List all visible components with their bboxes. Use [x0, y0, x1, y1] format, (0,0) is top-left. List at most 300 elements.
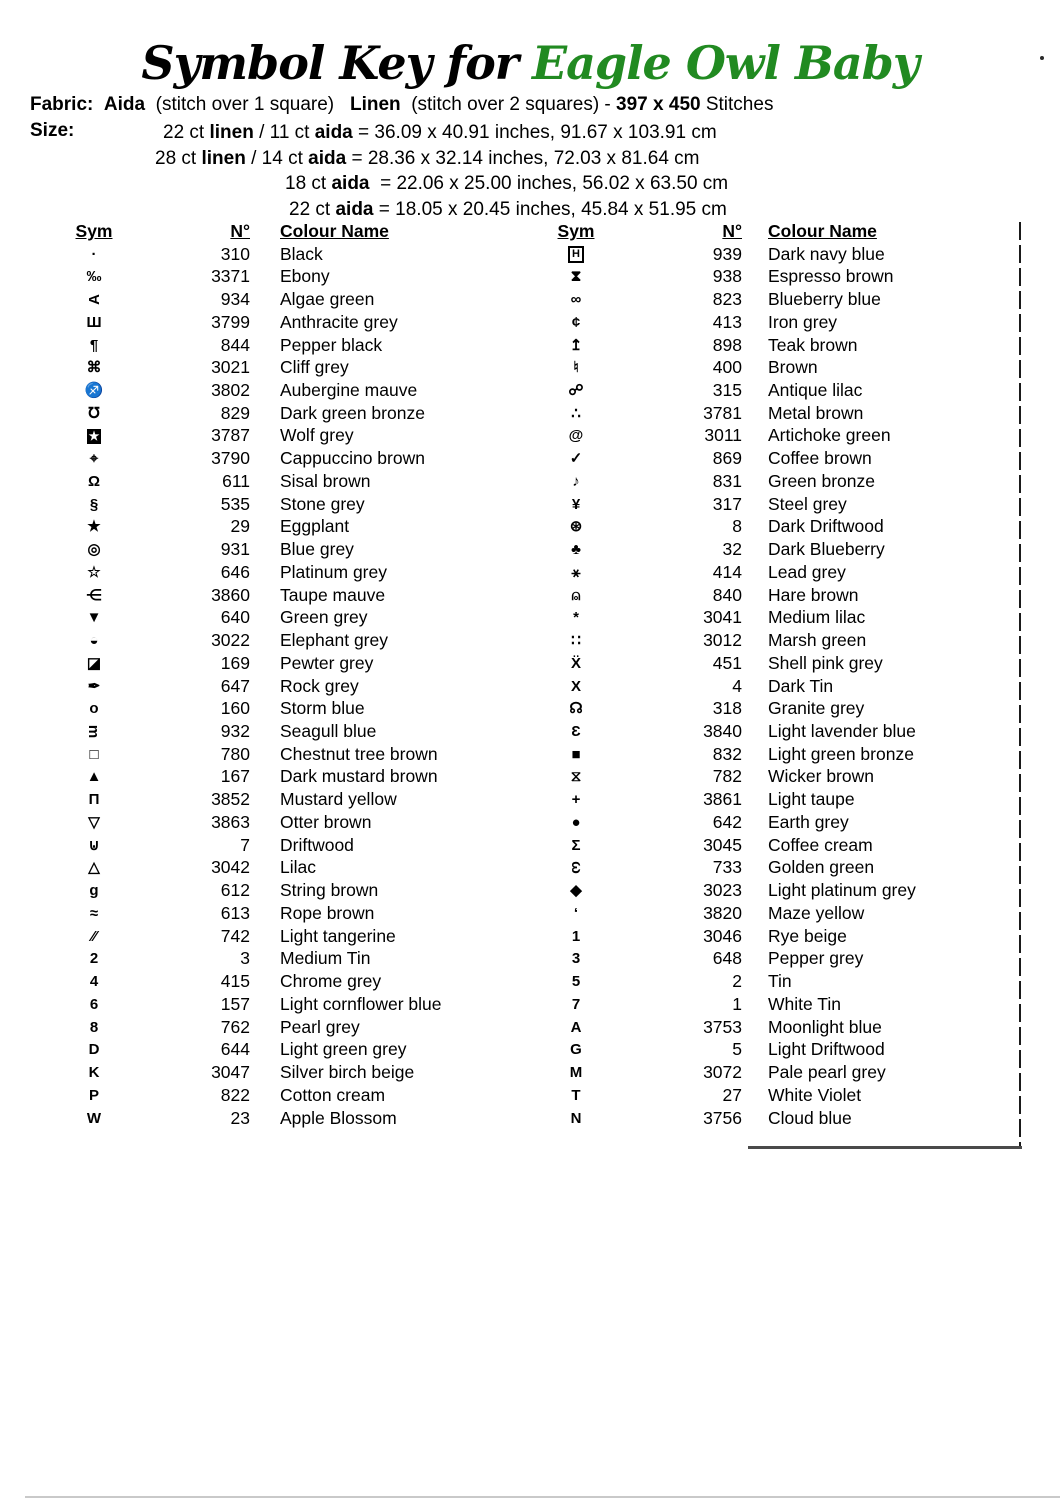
dmc-number: 5 [732, 1039, 742, 1060]
symbol-row [552, 857, 997, 880]
stitch-symbol: ◒ [89, 632, 99, 650]
symbol-row [70, 288, 510, 311]
symbol-cell [70, 815, 118, 830]
stitch-symbol: ☊ [569, 700, 583, 718]
symbol-cell [552, 679, 600, 694]
stitch-symbol: ⧗ [570, 268, 582, 286]
stitch-symbol: ♮ [573, 359, 579, 377]
symbol-row [70, 629, 510, 652]
symbol-cell [552, 1065, 600, 1080]
dmc-number: 613 [220, 902, 250, 923]
symbol-row [552, 766, 997, 789]
dmc-number: 8 [732, 516, 742, 537]
text-segment: / 14 ct [245, 147, 309, 169]
dmc-number: 4 [732, 675, 742, 696]
text-segment: / 11 ct [253, 122, 315, 143]
bold-text-segment: Linen [349, 94, 401, 115]
colour-name: Light lavender blue [768, 721, 916, 742]
symbol-row [70, 675, 510, 698]
size-line [163, 120, 728, 146]
colour-name: Wolf grey [280, 425, 354, 446]
dmc-number: 646 [220, 561, 250, 582]
colour-name: Chestnut tree brown [280, 743, 438, 764]
dmc-number: 317 [712, 493, 742, 514]
size-line [289, 197, 728, 223]
colour-name: Coffee cream [768, 834, 873, 855]
stitch-symbol: Ш [86, 313, 102, 331]
colour-name: Coffee brown [768, 448, 872, 469]
stitch-symbol: ∞ [570, 291, 582, 309]
symbol-cell [552, 565, 600, 580]
colour-name: White Violet [768, 1084, 862, 1105]
symbol-cell [552, 519, 600, 534]
symbol-row [70, 1084, 510, 1107]
stitch-symbol: T [571, 1086, 581, 1104]
symbol-row [70, 1061, 510, 1084]
stitch-symbol: Π [88, 791, 100, 809]
symbol-row [552, 948, 997, 971]
dmc-number: 780 [220, 743, 250, 764]
colour-name: Medium lilac [768, 607, 866, 628]
symbol-cell [552, 997, 600, 1012]
dmc-number: 782 [712, 766, 742, 787]
symbol-row [552, 243, 997, 266]
symbol-cell [70, 974, 118, 989]
colour-name: Cappuccino brown [280, 448, 425, 469]
symbol-cell [70, 679, 118, 694]
colour-name: Cliff grey [280, 357, 349, 378]
symbol-row [70, 243, 510, 266]
colour-name: Seagull blue [280, 721, 377, 742]
size-line [285, 171, 728, 197]
text-segment: Stitches [700, 94, 774, 115]
symbol-row [552, 288, 997, 311]
colour-name: Metal brown [768, 402, 864, 423]
symbol-cell [70, 838, 118, 853]
colour-name: Pearl grey [280, 1016, 360, 1037]
symbol-row [70, 857, 510, 880]
stitch-symbol: ⍝ [571, 586, 581, 604]
dmc-number: 23 [230, 1107, 250, 1128]
symbol-row [70, 811, 510, 834]
header-number: N° [722, 220, 742, 241]
dmc-number: 3790 [211, 448, 250, 469]
stitch-symbol: ⊛ [569, 518, 583, 536]
fabric-line [30, 94, 773, 116]
stitch-symbol: @ [568, 427, 584, 445]
stitch-symbol: ● [571, 813, 581, 831]
symbol-row [552, 470, 997, 493]
symbol-row [70, 334, 510, 357]
colour-name: Light Driftwood [768, 1039, 885, 1060]
symbol-cell [552, 497, 600, 512]
symbol-row [552, 652, 997, 675]
symbol-cell [552, 245, 600, 263]
symbol-cell [552, 724, 600, 739]
symbol-cell [552, 747, 600, 762]
symbol-cell [70, 406, 118, 421]
symbol-cell [552, 974, 600, 989]
dmc-number: 898 [712, 334, 742, 355]
stitch-symbol: 2 [89, 950, 99, 968]
symbol-row [552, 811, 997, 834]
stitch-symbol: ★ [87, 518, 101, 536]
size-lines [0, 120, 728, 223]
stitch-symbol: g [89, 882, 99, 900]
stitch-symbol: G [570, 1041, 582, 1059]
symbol-cell [70, 565, 118, 580]
stitch-symbol: ◪ [86, 654, 102, 672]
symbol-row [552, 675, 997, 698]
colour-name: Pewter grey [280, 652, 374, 673]
colour-name: Algae green [280, 289, 375, 310]
symbol-row [70, 584, 510, 607]
symbol-cell [70, 1042, 118, 1057]
symbol-cell [552, 906, 600, 921]
colour-name: Golden green [768, 857, 875, 878]
stitch-symbol: ℧ [88, 404, 100, 422]
header-colour-name: Colour Name [768, 220, 877, 241]
colour-name: Platinum grey [280, 561, 387, 582]
symbol-row [552, 1061, 997, 1084]
stitch-symbol: A [570, 1018, 582, 1036]
dmc-number: 3820 [703, 902, 742, 923]
stitch-symbol: ◆ [570, 882, 582, 900]
symbol-row [70, 652, 510, 675]
stitch-symbol: W [86, 1109, 102, 1127]
symbol-row [70, 902, 510, 925]
dmc-number: 762 [220, 1016, 250, 1037]
dmc-number: 169 [220, 652, 250, 673]
colour-name: Mustard yellow [280, 789, 397, 810]
symbol-row [552, 970, 997, 993]
size-line [155, 146, 728, 172]
symbol-cell [70, 724, 118, 739]
symbol-cell [70, 769, 118, 784]
dmc-number: 7 [240, 834, 250, 855]
symbol-row [70, 743, 510, 766]
text-segment [93, 94, 104, 115]
colour-name: Dark Tin [768, 675, 834, 696]
symbol-cell [552, 860, 600, 875]
symbol-row [552, 743, 997, 766]
symbol-cell [552, 474, 600, 489]
dmc-number: 2 [732, 971, 742, 992]
stitch-symbol: 5 [571, 973, 581, 991]
symbol-cell [70, 497, 118, 512]
symbol-cell [552, 883, 600, 898]
symbol-cell [70, 315, 118, 330]
dmc-number: 310 [220, 243, 250, 264]
symbol-row [552, 493, 997, 516]
dmc-number: 939 [712, 243, 742, 264]
colour-name: Light green grey [280, 1039, 407, 1060]
colour-name: Blueberry blue [768, 289, 881, 310]
symbol-cell [70, 883, 118, 898]
colour-name: Moonlight blue [768, 1016, 882, 1037]
dmc-number: 413 [712, 311, 742, 332]
stitch-symbol: ≈ [89, 904, 99, 922]
symbol-cell [552, 838, 600, 853]
colour-name: Storm blue [280, 698, 365, 719]
stitch-symbol: ■ [571, 745, 581, 763]
dmc-number: 27 [722, 1084, 742, 1105]
symbol-cell [70, 1088, 118, 1103]
table-header [552, 220, 997, 243]
bold-text-segment: aida [331, 173, 370, 195]
symbol-row [70, 606, 510, 629]
symbol-cell [552, 1020, 600, 1035]
stray-dot [1040, 56, 1044, 60]
symbol-row [70, 970, 510, 993]
stitch-symbol: ⊍ [88, 836, 100, 854]
stitch-symbol: ♣ [571, 541, 581, 559]
symbol-cell [70, 701, 118, 716]
dmc-number: 3753 [703, 1016, 742, 1037]
symbol-cell [70, 1020, 118, 1035]
page-bottom-edge [25, 1496, 1060, 1498]
bold-text-segment: aida [314, 122, 353, 143]
symbol-row [552, 902, 997, 925]
symbol-cell [70, 247, 118, 262]
bold-text-segment: linen [209, 122, 254, 143]
colour-name: Rye beige [768, 925, 847, 946]
symbol-row [552, 516, 997, 539]
symbol-row [70, 1016, 510, 1039]
stitch-symbol: ⧖ [570, 768, 582, 786]
dmc-number: 3840 [703, 721, 742, 742]
symbol-row [552, 1016, 997, 1039]
symbol-row [70, 697, 510, 720]
symbol-cell [552, 633, 600, 648]
stitch-symbol: ✒ [87, 677, 101, 695]
colour-name: Tin [768, 971, 792, 992]
symbol-row [70, 925, 510, 948]
symbol-row [552, 425, 997, 448]
colour-name: Light green bronze [768, 743, 914, 764]
colour-name: Cotton cream [280, 1084, 386, 1105]
text-segment: 22 ct [289, 199, 336, 221]
colour-name: Granite grey [768, 698, 865, 719]
dmc-number: 742 [220, 925, 250, 946]
colour-name: Apple Blossom [280, 1107, 397, 1128]
colour-name: Steel grey [768, 493, 847, 514]
text-segment: = 22.06 x 25.00 inches, 56.02 x 63.50 cm [369, 173, 729, 195]
symbol-row [70, 948, 510, 971]
symbol-cell [70, 747, 118, 762]
symbol-cell [552, 315, 600, 330]
colour-name: Driftwood [280, 834, 354, 855]
stitch-symbol: · [91, 245, 97, 263]
stitch-symbol: ¥ [571, 495, 581, 513]
symbol-row [552, 606, 997, 629]
stitch-symbol: m [85, 724, 103, 739]
header-sym: Sym [75, 220, 113, 241]
symbol-cell [552, 451, 600, 466]
symbol-row [552, 1107, 997, 1130]
dmc-number: 822 [220, 1084, 250, 1105]
symbol-cell [70, 474, 118, 489]
symbol-cell [552, 769, 600, 784]
dmc-number: 642 [712, 811, 742, 832]
stitch-symbol: ▼ [86, 609, 102, 627]
symbol-cell [70, 860, 118, 875]
dmc-number: 157 [220, 993, 250, 1014]
symbol-row [552, 538, 997, 561]
symbol-cell [70, 542, 118, 557]
stitch-symbol: ★ [88, 428, 100, 443]
colour-name: Cloud blue [768, 1107, 852, 1128]
dmc-number: 840 [712, 584, 742, 605]
symbol-cell [70, 383, 118, 398]
colour-name: Pale pearl grey [768, 1062, 886, 1083]
symbol-cell [552, 292, 600, 307]
symbol-cell [70, 633, 118, 648]
dmc-number: 3012 [703, 630, 742, 651]
stitch-symbol: * [573, 609, 579, 627]
stitch-symbol: ∴ [571, 404, 581, 422]
dmc-number: 167 [220, 766, 250, 787]
symbol-cell [552, 338, 600, 353]
symbol-row [552, 788, 997, 811]
dmc-number: 318 [712, 698, 742, 719]
table-header [70, 220, 510, 243]
stitch-symbol: H [568, 246, 584, 263]
symbol-cell [70, 951, 118, 966]
dmc-number: 3022 [211, 630, 250, 651]
symbol-cell [552, 792, 600, 807]
colour-name: Light cornflower blue [280, 993, 442, 1014]
colour-name: Dark Driftwood [768, 516, 884, 537]
symbol-row [70, 447, 510, 470]
dmc-number: 451 [712, 652, 742, 673]
colour-name: Marsh green [768, 630, 867, 651]
text-segment: = 36.09 x 40.91 inches, 91.67 x 103.91 cm [352, 122, 717, 143]
dmc-number: 3047 [211, 1062, 250, 1083]
symbol-cell [552, 929, 600, 944]
symbol-row [70, 561, 510, 584]
symbol-row [552, 265, 997, 288]
dmc-number: 3023 [703, 880, 742, 901]
dmc-number: 160 [220, 698, 250, 719]
dmc-number: 535 [220, 493, 250, 514]
dmc-number: 3787 [211, 425, 250, 446]
colour-name: Stone grey [280, 493, 365, 514]
colour-name: Sisal brown [280, 470, 371, 491]
stitch-symbol: P [88, 1086, 99, 1104]
symbol-cell [70, 338, 118, 353]
dmc-number: 869 [712, 448, 742, 469]
colour-name: Pepper grey [768, 948, 864, 969]
dmc-number: 400 [712, 357, 742, 378]
dmc-number: 938 [712, 266, 742, 287]
dmc-number: 611 [222, 470, 250, 491]
dmc-number: 829 [220, 402, 250, 423]
page-title [0, 36, 1060, 90]
colour-name: Rope brown [280, 902, 375, 923]
dmc-number: 3045 [703, 834, 742, 855]
symbol-row [70, 311, 510, 334]
colour-name: Blue grey [280, 539, 354, 560]
symbol-cell [552, 269, 600, 284]
stitch-symbol: ◎ [87, 541, 101, 559]
colour-name: Elephant grey [280, 630, 388, 651]
stitch-symbol: ¢ [571, 313, 581, 331]
dmc-number: 648 [712, 948, 742, 969]
symbol-row [552, 834, 997, 857]
stitch-symbol: 8 [89, 1018, 99, 1036]
text-segment: (stitch over 1 square) [145, 94, 350, 115]
symbol-row [70, 493, 510, 516]
symbol-row [70, 470, 510, 493]
symbol-row [552, 334, 997, 357]
dmc-number: 3781 [703, 402, 742, 423]
bold-text-segment: aida [308, 147, 347, 169]
dmc-number: 3852 [211, 789, 250, 810]
stitch-symbol: + [571, 791, 581, 809]
stitch-symbol: § [89, 495, 99, 513]
text-segment: = 28.36 x 32.14 inches, 72.03 x 81.64 cm [346, 147, 700, 169]
symbol-cell [552, 815, 600, 830]
dmc-number: 844 [220, 334, 250, 355]
symbol-row [70, 538, 510, 561]
stitch-symbol: Σ [571, 836, 581, 854]
colour-name: Otter brown [280, 811, 372, 832]
colour-name: Green bronze [768, 470, 876, 491]
stitch-symbol: Ẍ [570, 654, 581, 672]
symbol-cell [552, 406, 600, 421]
dmc-number: 3021 [211, 357, 250, 378]
table-bottom-border [748, 1146, 1022, 1149]
stitch-symbol: N [570, 1109, 582, 1127]
symbol-row [552, 1084, 997, 1107]
colour-name: Medium Tin [280, 948, 371, 969]
symbol-cell [552, 1088, 600, 1103]
stitch-symbol: 1 [571, 927, 581, 945]
stitch-symbol: ‰ [86, 268, 102, 286]
symbol-cell [552, 656, 600, 671]
text-segment: = 18.05 x 20.45 inches, 45.84 x 51.95 cm [373, 199, 727, 221]
dmc-number: 315 [712, 380, 742, 400]
stitch-symbol: Ω [87, 472, 101, 490]
dmc-number: 3011 [704, 425, 742, 446]
colour-name: Rock grey [280, 675, 359, 696]
symbol-row [552, 356, 997, 379]
stitch-symbol: D [88, 1041, 100, 1059]
symbol-row [552, 561, 997, 584]
dmc-number: 1 [732, 993, 742, 1014]
symbol-row [70, 720, 510, 743]
colour-name: Eggplant [280, 516, 350, 537]
symbol-row [70, 356, 510, 379]
colour-name: Light platinum grey [768, 880, 916, 901]
dmc-number: 3046 [703, 925, 742, 946]
dmc-number: 29 [230, 516, 250, 537]
symbol-cell [70, 656, 118, 671]
stitch-symbol: ▽ [88, 813, 100, 831]
dmc-number: 640 [220, 607, 250, 628]
colour-name: Chrome grey [280, 971, 382, 992]
dmc-number: 931 [220, 539, 250, 560]
stitch-symbol: Ɛ [571, 723, 581, 741]
symbol-cell [552, 428, 600, 443]
symbol-cell [552, 610, 600, 625]
stitch-symbol: ⋲ [86, 586, 102, 604]
dmc-number: 32 [722, 539, 742, 560]
title-pattern-name: Eagle Owl Baby [532, 36, 919, 90]
stitch-symbol: 7 [571, 995, 581, 1013]
stitch-symbol: ♐ [84, 382, 104, 399]
